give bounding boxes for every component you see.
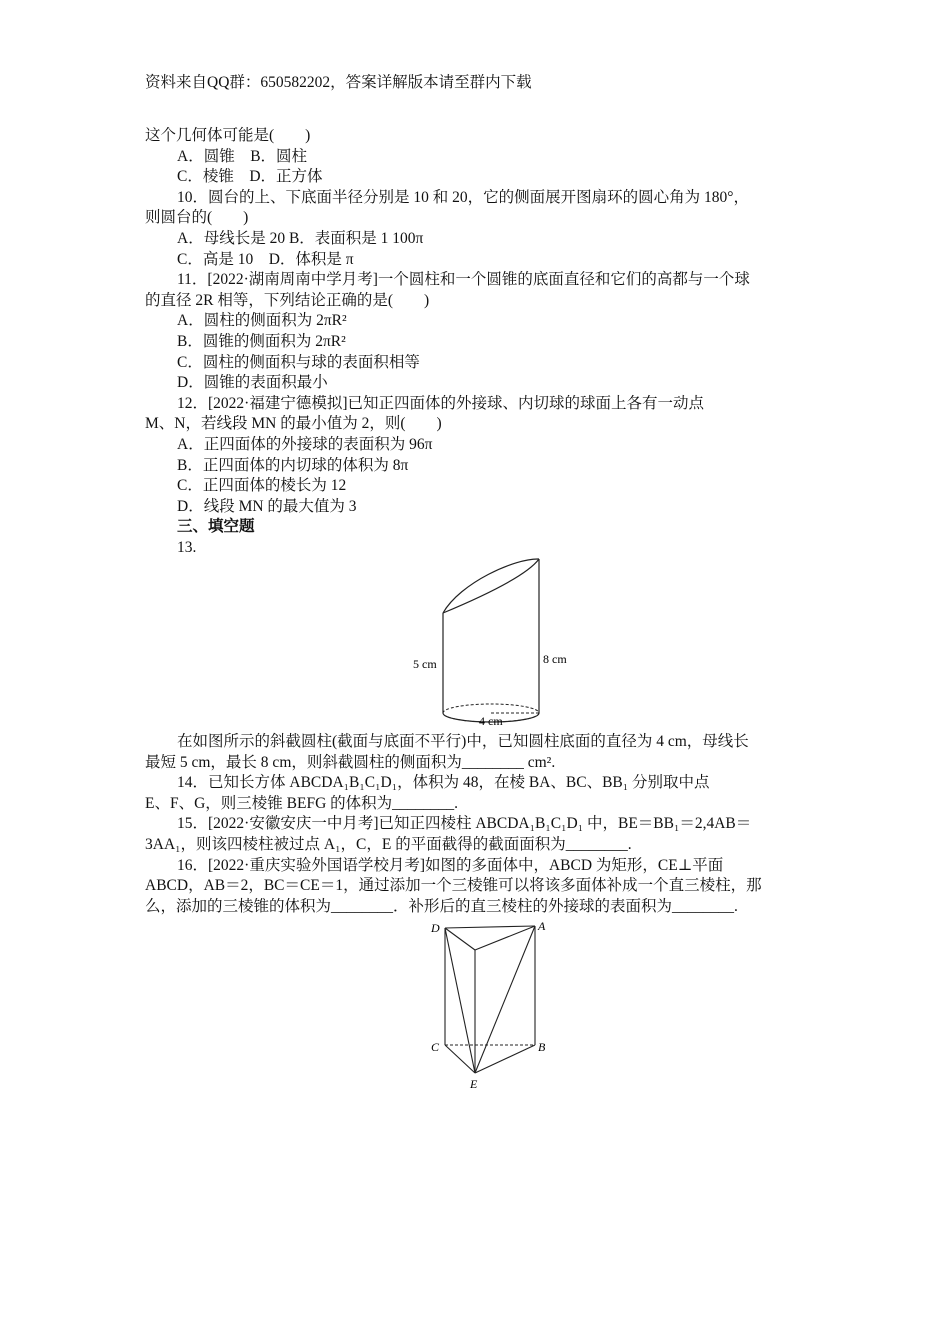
- text-line: B．圆锥的侧面积为 2πR²: [177, 332, 346, 350]
- text-line: 么，添加的三棱锥的体积为________．补形后的直三棱柱的外接球的表面积为________.: [145, 897, 738, 915]
- text-line: A．正四面体的外接球的表面积为 96π: [177, 435, 433, 453]
- text-line: A．圆柱的侧面积为 2πR²: [177, 312, 347, 330]
- text-line: D．圆锥的表面积最小: [177, 374, 328, 392]
- text-line: 13.: [177, 538, 197, 556]
- vertex-A-label: A: [538, 919, 546, 933]
- cut-cylinder-figure: [405, 553, 585, 728]
- left-height-label: 5 cm: [413, 657, 437, 671]
- text-line: C．高是 10 D．体积是 π: [177, 250, 354, 268]
- text-line: M、N，若线段 MN 的最小值为 2，则( ): [145, 415, 442, 433]
- text-line: 12．[2022·福建宁德模拟]已知正四面体的外接球、内切球的球面上各有一动点: [177, 394, 704, 412]
- question-block-1: [145, 126, 809, 558]
- text-line: 14．已知长方体 ABCDA₁B₁C₁D₁，体积为 48，在棱 BA、BC、BB₁ 分别取中点: [177, 774, 710, 792]
- text-line: C．棱锥 D．正方体: [177, 168, 323, 186]
- text-line: 的直径 2R 相等，下列结论正确的是( ): [145, 291, 430, 309]
- text-line: 16．[2022·重庆实验外国语学校月考]如图的多面体中，ABCD 为矩形，CE⊥平面: [177, 856, 724, 874]
- text-line: E、F、G，则三棱锥 BEFG 的体积为________.: [145, 794, 459, 812]
- question-block-2: [145, 732, 809, 917]
- text-line: 3AA₁，则该四棱柱被过点 A₁，C，E 的平面截得的截面面积为________.: [145, 835, 632, 853]
- vertex-D-label: D: [431, 921, 440, 935]
- text-line: 则圆台的( ): [145, 209, 249, 227]
- text-line: 最短 5 cm，最长 8 cm，则斜截圆柱的侧面积为________ cm².: [145, 753, 556, 771]
- text-line: ABCD，AB＝2，BC＝CE＝1，通过添加一个三棱锥可以将该多面体补成一个直三棱柱，那: [145, 877, 762, 895]
- polyhedron-figure: [425, 918, 555, 1094]
- text-line: 11．[2022·湖南周南中学月考]一个圆柱和一个圆锥的底面直径和它们的高都与一个球: [177, 271, 750, 289]
- document-body-2: [145, 732, 809, 917]
- text-line: 这个几何体可能是( ): [145, 127, 311, 144]
- text-line: 三、填空题: [177, 518, 255, 536]
- text-line: 15．[2022·安徽安庆一中月考]已知正四棱柱 ABCDA₁B₁C₁D₁ 中，BE＝BB₁＝2,4AB＝: [177, 815, 752, 833]
- text-line: C．正四面体的棱长为 12: [177, 477, 347, 495]
- vertex-E-label: E: [470, 1077, 478, 1091]
- text-line: C．圆柱的侧面积与球的表面积相等: [177, 353, 420, 371]
- document-body: [145, 126, 809, 558]
- text-line: A．母线长是 20 B．表面积是 1 100π: [177, 229, 424, 247]
- header-note: 资料来自QQ群：650582202，答案详解版本请至群内下载: [145, 74, 532, 91]
- text-line: 10．圆台的上、下底面半径分别是 10 和 20，它的侧面展开图扇环的圆心角为 180°，: [177, 188, 749, 206]
- vertex-B-label: B: [538, 1040, 546, 1054]
- vertex-C-label: C: [431, 1040, 440, 1054]
- text-line: A．圆锥 B．圆柱: [177, 147, 308, 165]
- text-line: 在如图所示的斜截圆柱(截面与底面不平行)中，已知圆柱底面的直径为 4 cm，母线长: [177, 733, 749, 750]
- diameter-label: 4 cm: [479, 714, 503, 728]
- text-line: D．线段 MN 的最大值为 3: [177, 497, 357, 515]
- right-height-label: 8 cm: [543, 652, 567, 666]
- text-line: B．正四面体的内切球的体积为 8π: [177, 456, 409, 474]
